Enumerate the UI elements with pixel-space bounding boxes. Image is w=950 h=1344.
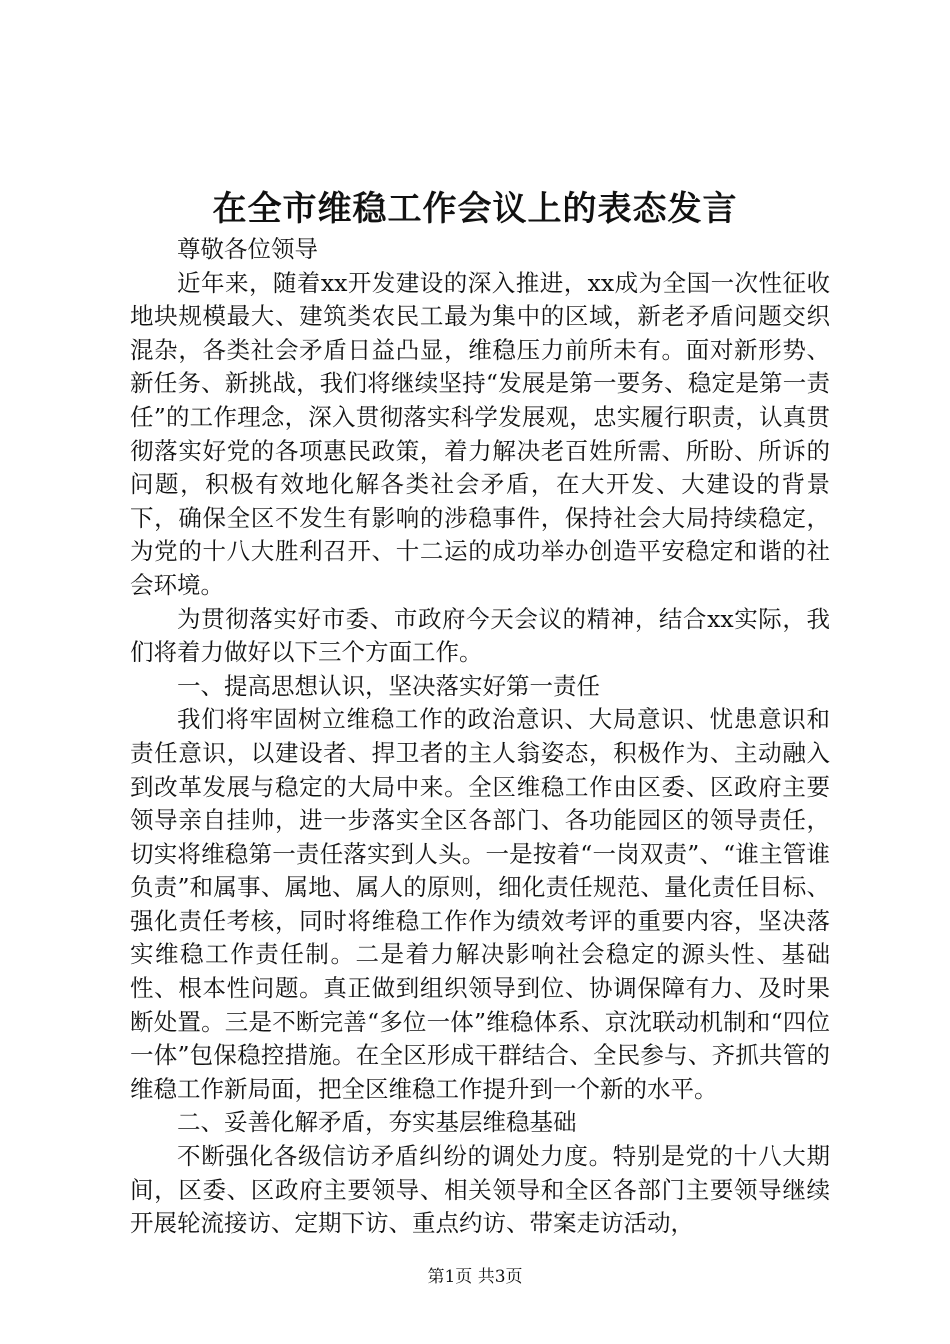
body-paragraph: 不断强化各级信访矛盾纠纷的调处力度。特别是党的十八大期间，区委、区政府主要领导、相关领导和全区各部门主要领导继续开展轮流接访、定期下访、重点约访、带案走访活动，	[130, 1142, 830, 1238]
section-heading: 二、妥善化解矛盾，夯实基层维稳基础	[177, 1108, 577, 1137]
page-footer: 第1页 共3页	[427, 1267, 523, 1287]
body-paragraph: 近年来，随着xx开发建设的深入推进，xx成为全国一次性征收地块规模最大、建筑类农民工最为集中的区域，新老矛盾问题交织混杂，各类社会矛盾日益凸显，维稳压力前所未有。面对新形势、新任务、新挑战，我们将继续坚持“发展是第一要务、稳定是第一责任”的工作理念，深入贯彻落实科学发展观，忠实履行职责，认真贯彻落实好党的各项惠民政策，着力解决老百姓所需、所盼、所诉的问题，积极有效地化解各类社会矛盾，在大开发、大建设的背景下，确保全区不发生有影响的涉稳事件，保持社会大局持续稳定，为党的十八大胜利召开、十二运的成功举办创造平安稳定和谐的社会环境。	[130, 268, 830, 599]
salutation: 尊敬各位领导	[177, 235, 318, 263]
section-heading: 一、提高思想认识，坚决落实好第一责任	[177, 671, 600, 700]
body-paragraph: 为贯彻落实好市委、市政府今天会议的精神，结合xx实际，我们将着力做好以下三个方面工作。	[130, 604, 830, 667]
body-paragraph: 我们将牢固树立维稳工作的政治意识、大局意识、忧患意识和责任意识，以建设者、捍卫者的主人翁姿态，积极作为、主动融入到改革发展与稳定的大局中来。全区维稳工作由区委、区政府主要领导亲自挂帅，进一步落实全区各部门、各功能园区的领导责任，切实将维稳第一责任落实到人头。一是按着“一岗双责”、“谁主管谁负责”和属事、属地、属人的原则，细化责任规范、量化责任目标、强化责任考核，同时将维稳工作作为绩效考评的重要内容，坚决落实维稳工作责任制。二是着力解决影响社会稳定的源头性、基础性、根本性问题。真正做到组织领导到位、协调保障有力、及时果断处置。三是不断完善“多位一体”维稳体系、京沈联动机制和“四位一体”包保稳控措施。在全区形成干群结合、全民参与、齐抓共管的维稳工作新局面，把全区维稳工作提升到一个新的水平。	[130, 705, 830, 1103]
document-title: 在全市维稳工作会议上的表态发言	[212, 189, 738, 229]
document-body	[130, 233, 830, 1241]
